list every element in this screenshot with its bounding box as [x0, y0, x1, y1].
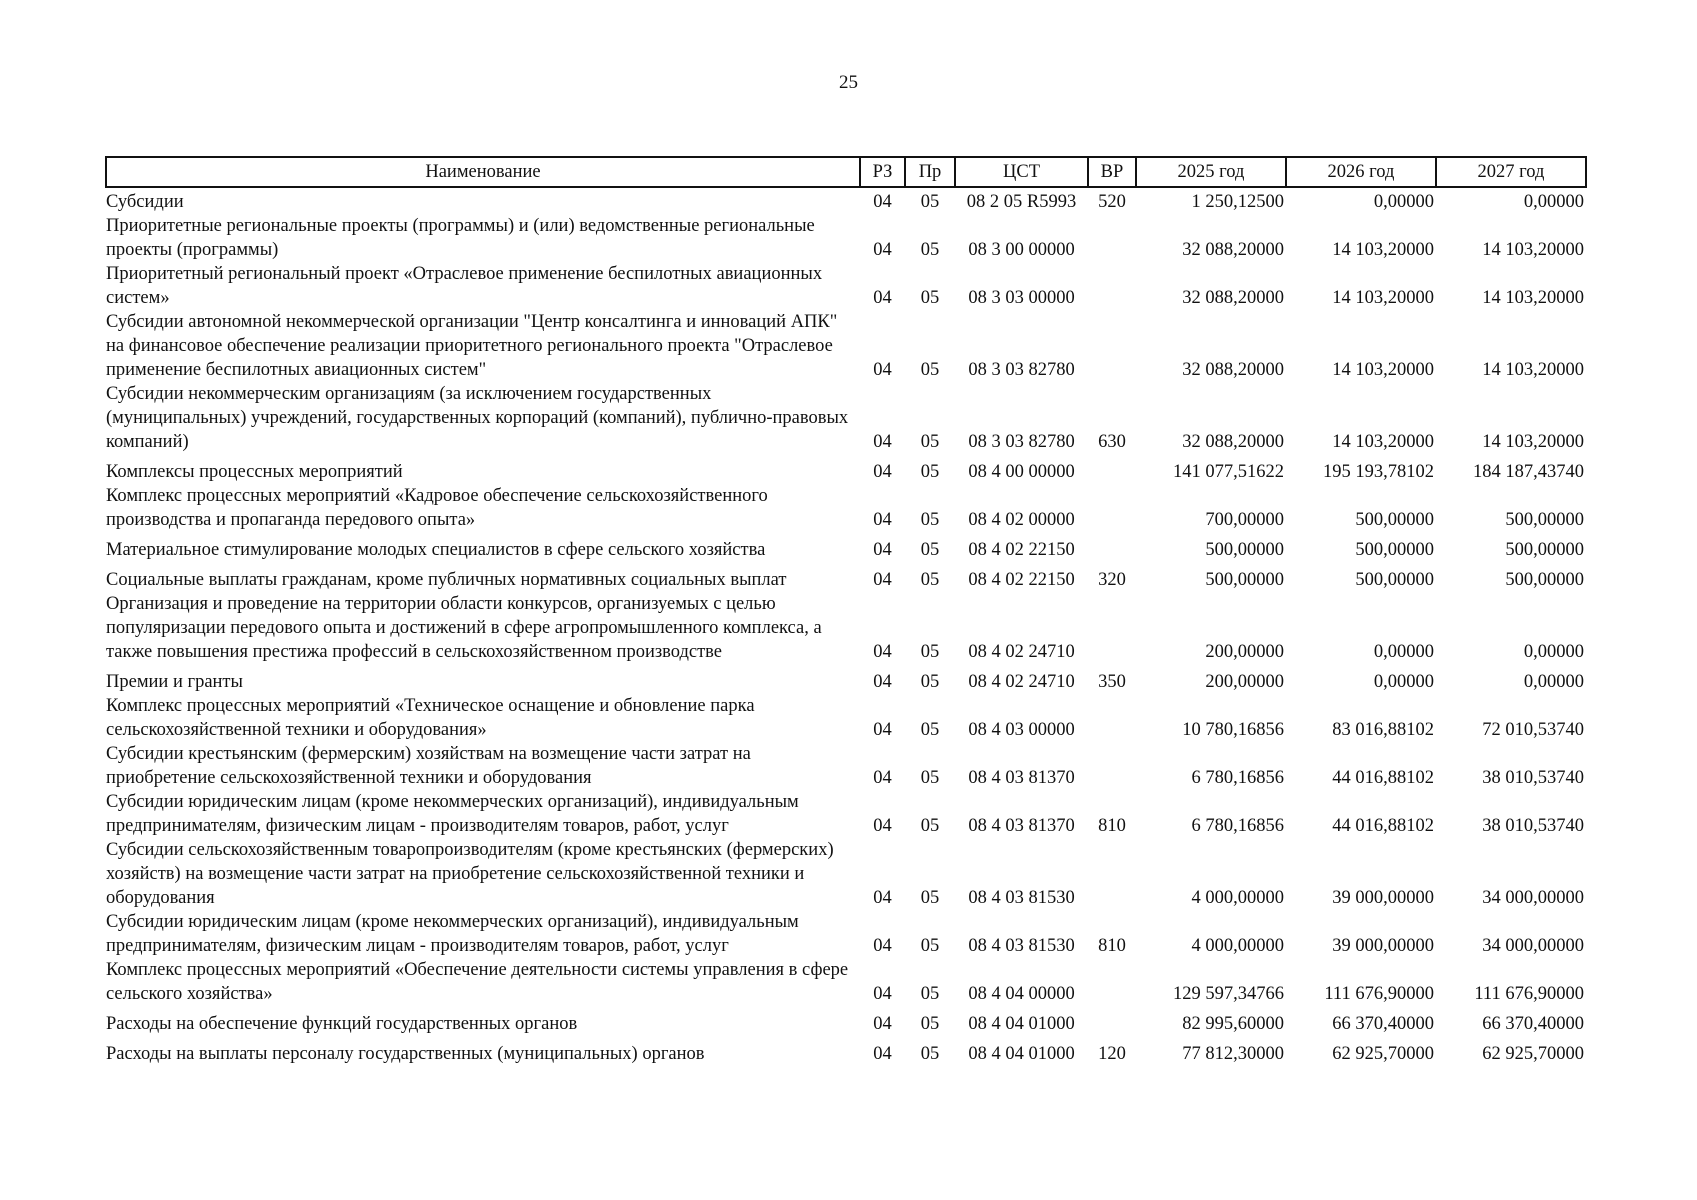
row-name: Субсидии юридическим лицам (кроме некоммерческих организаций), индивидуальным предпринимателям, физическим лицам - производителям товаров, работ, услуг	[106, 792, 799, 836]
row-name: Комплекс процессных мероприятий «Кадровое обеспечение сельскохозяйственного производства и пропаганда передового опыта»	[106, 486, 768, 530]
row-vr: 520	[1098, 192, 1126, 212]
table-row	[106, 958, 1586, 1006]
budget-table	[105, 156, 1587, 1066]
row-2025: 500,00000	[1205, 540, 1284, 560]
row-rz: 04	[873, 984, 892, 1004]
row-2026: 500,00000	[1355, 540, 1434, 560]
row-pr: 05	[920, 540, 940, 560]
row-name: Субсидии автономной некоммерческой организации "Центр консалтинга и инноваций АПК" на финансовое обеспечение реализации приоритетного регионального проекта "Отраслевое применение беспилотных авиационных систем"	[106, 312, 838, 380]
row-cst: 08 4 00 00000	[968, 462, 1075, 482]
table-row	[106, 790, 1586, 838]
row-2027: 500,00000	[1505, 540, 1584, 560]
row-vr	[1088, 262, 1136, 310]
row-2025: 1 250,12500	[1191, 192, 1284, 212]
table-row	[106, 694, 1586, 742]
row-name: Материальное стимулирование молодых специалистов в сфере сельского хозяйства	[106, 540, 766, 560]
row-2027: 500,00000	[1505, 510, 1584, 530]
row-cst: 08 4 04 01000	[968, 1044, 1075, 1064]
row-2026: 14 103,20000	[1332, 360, 1434, 380]
row-2025: 500,00000	[1205, 570, 1284, 590]
row-cst: 08 4 03 81530	[968, 936, 1075, 956]
row-rz: 04	[873, 240, 892, 260]
row-vr: 320	[1098, 570, 1126, 590]
row-vr	[1088, 484, 1136, 532]
row-2026: 500,00000	[1355, 570, 1434, 590]
row-2026: 14 103,20000	[1332, 240, 1434, 260]
row-rz: 04	[873, 462, 892, 482]
row-name: Организация и проведение на территории области конкурсов, организуемых с целью популяризации передового опыта и достижений в сфере агропромышленного комплекса, а также повышения престижа профессий в сельскохозяйственном производстве	[106, 594, 822, 662]
row-rz: 04	[873, 672, 892, 692]
row-2027: 34 000,00000	[1482, 936, 1584, 956]
row-2025: 82 995,60000	[1182, 1014, 1284, 1034]
row-2026: 0,00000	[1373, 672, 1434, 692]
row-pr: 05	[920, 360, 940, 380]
row-cst: 08 3 03 82780	[968, 360, 1075, 380]
row-vr: 810	[1098, 816, 1126, 836]
row-cst: 08 3 03 00000	[968, 288, 1075, 308]
row-2025: 129 597,34766	[1173, 984, 1284, 1004]
row-pr: 05	[920, 1044, 940, 1064]
row-2027: 0,00000	[1523, 672, 1584, 692]
table-row	[106, 664, 1586, 694]
table-row	[106, 562, 1586, 592]
row-2025: 10 780,16856	[1182, 720, 1284, 740]
row-name: Субсидии сельскохозяйственным товаропроизводителям (кроме крестьянских (фермерских) хозяйств) на возмещение части затрат на приобретение сельскохозяйственной техники и оборудования	[106, 840, 834, 908]
row-rz: 04	[873, 816, 892, 836]
table-row	[106, 742, 1586, 790]
row-2027: 14 103,20000	[1482, 288, 1584, 308]
row-2026: 0,00000	[1373, 192, 1434, 212]
row-pr: 05	[920, 240, 940, 260]
row-cst: 08 4 02 00000	[968, 510, 1075, 530]
row-2026: 39 000,00000	[1332, 936, 1434, 956]
row-2025: 200,00000	[1205, 672, 1284, 692]
row-pr: 05	[920, 432, 940, 452]
row-name: Субсидии крестьянским (фермерским) хозяйствам на возмещение части затрат на приобретение сельскохозяйственной техники и оборудования	[106, 744, 751, 788]
row-rz: 04	[873, 540, 892, 560]
row-pr: 05	[920, 768, 940, 788]
row-pr: 05	[920, 888, 940, 908]
row-2025: 32 088,20000	[1182, 360, 1284, 380]
row-cst: 08 4 03 00000	[968, 720, 1075, 740]
row-pr: 05	[920, 720, 940, 740]
row-2025: 32 088,20000	[1182, 240, 1284, 260]
row-vr	[1088, 214, 1136, 262]
header-name: Наименование	[106, 157, 860, 187]
row-2026: 66 370,40000	[1332, 1014, 1434, 1034]
table-row	[106, 484, 1586, 532]
row-2025: 4 000,00000	[1191, 936, 1284, 956]
row-name: Комплексы процессных мероприятий	[106, 462, 403, 482]
row-pr: 05	[920, 288, 940, 308]
row-2027: 14 103,20000	[1482, 432, 1584, 452]
row-vr: 810	[1098, 936, 1126, 956]
row-vr	[1088, 958, 1136, 1006]
row-2025: 6 780,16856	[1191, 768, 1284, 788]
row-2025: 32 088,20000	[1182, 432, 1284, 452]
header-row	[106, 157, 1586, 187]
row-rz: 04	[873, 888, 892, 908]
row-name: Субсидии	[106, 192, 184, 212]
row-cst: 08 4 03 81530	[968, 888, 1075, 908]
row-2025: 4 000,00000	[1191, 888, 1284, 908]
row-cst: 08 4 02 22150	[968, 540, 1075, 560]
header-pr: Пр	[905, 157, 955, 187]
row-cst: 08 4 04 01000	[968, 1014, 1075, 1034]
row-cst: 08 4 04 00000	[968, 984, 1075, 1004]
row-2026: 14 103,20000	[1332, 432, 1434, 452]
row-2026: 0,00000	[1373, 642, 1434, 662]
table-row	[106, 1006, 1586, 1036]
row-vr	[1088, 742, 1136, 790]
row-2027: 111 676,90000	[1474, 984, 1584, 1004]
row-2026: 83 016,88102	[1332, 720, 1434, 740]
row-2027: 0,00000	[1523, 192, 1584, 212]
row-vr	[1088, 592, 1136, 664]
row-vr: 120	[1098, 1044, 1126, 1064]
row-pr: 05	[920, 642, 940, 662]
row-name: Комплекс процессных мероприятий «Техническое оснащение и обновление парка сельскохозяйственной техники и оборудования»	[106, 696, 755, 740]
row-vr	[1088, 1006, 1136, 1036]
row-pr: 05	[920, 936, 940, 956]
row-2026: 500,00000	[1355, 510, 1434, 530]
page-number: 25	[839, 72, 858, 93]
row-2026: 44 016,88102	[1332, 816, 1434, 836]
row-vr	[1088, 454, 1136, 484]
row-name: Приоритетный региональный проект «Отраслевое применение беспилотных авиационных систем»	[106, 264, 823, 308]
table-row	[106, 187, 1586, 214]
row-2027: 184 187,43740	[1473, 462, 1584, 482]
row-2025: 141 077,51622	[1173, 462, 1284, 482]
row-2027: 34 000,00000	[1482, 888, 1584, 908]
row-2025: 77 812,30000	[1182, 1044, 1284, 1064]
row-vr	[1088, 838, 1136, 910]
row-name: Расходы на обеспечение функций государственных органов	[106, 1014, 578, 1034]
row-2026: 39 000,00000	[1332, 888, 1434, 908]
row-pr: 05	[920, 192, 940, 212]
row-2027: 38 010,53740	[1482, 816, 1584, 836]
row-pr: 05	[920, 1014, 940, 1034]
row-2025: 700,00000	[1205, 510, 1284, 530]
row-name: Приоритетные региональные проекты (программы) и (или) ведомственные региональные проекты (программы)	[106, 216, 815, 260]
row-2027: 38 010,53740	[1482, 768, 1584, 788]
header-2027: 2027 год	[1436, 157, 1586, 187]
row-pr: 05	[920, 984, 940, 1004]
row-rz: 04	[873, 192, 892, 212]
row-rz: 04	[873, 720, 892, 740]
table-row	[106, 1036, 1586, 1066]
row-vr: 630	[1098, 432, 1126, 452]
table-row	[106, 382, 1586, 454]
header-vr: ВР	[1088, 157, 1136, 187]
header-rz: РЗ	[860, 157, 905, 187]
row-rz: 04	[873, 936, 892, 956]
row-2027: 500,00000	[1505, 570, 1584, 590]
row-2027: 62 925,70000	[1482, 1044, 1584, 1064]
table-row	[106, 214, 1586, 262]
header-2026: 2026 год	[1286, 157, 1436, 187]
table-row	[106, 262, 1586, 310]
row-pr: 05	[920, 462, 940, 482]
table-row	[106, 838, 1586, 910]
row-2027: 14 103,20000	[1482, 360, 1584, 380]
row-cst: 08 3 00 00000	[968, 240, 1075, 260]
table-row	[106, 592, 1586, 664]
row-cst: 08 3 03 82780	[968, 432, 1075, 452]
table-header	[106, 157, 1586, 187]
row-cst: 08 4 02 24710	[968, 672, 1075, 692]
row-rz: 04	[873, 570, 892, 590]
row-rz: 04	[873, 642, 892, 662]
header-2025: 2025 год	[1136, 157, 1286, 187]
row-name: Субсидии некоммерческим организациям (за исключением государственных (муниципальных) учреждений, государственных корпораций (компаний), публично-правовых компаний)	[106, 384, 849, 452]
row-rz: 04	[873, 288, 892, 308]
row-name: Субсидии юридическим лицам (кроме некоммерческих организаций), индивидуальным предпринимателям, физическим лицам - производителям товаров, работ, услуг	[106, 912, 799, 956]
row-2027: 72 010,53740	[1482, 720, 1584, 740]
row-pr: 05	[920, 510, 940, 530]
row-name: Комплекс процессных мероприятий «Обеспечение деятельности системы управления в сфере сельского хозяйства»	[106, 960, 849, 1004]
row-vr	[1088, 694, 1136, 742]
row-cst: 08 4 03 81370	[968, 768, 1075, 788]
row-name: Премии и гранты	[106, 672, 243, 692]
row-vr: 350	[1098, 672, 1126, 692]
row-pr: 05	[920, 816, 940, 836]
row-2025: 6 780,16856	[1191, 816, 1284, 836]
row-2026: 195 193,78102	[1323, 462, 1434, 482]
row-rz: 04	[873, 768, 892, 788]
row-2026: 44 016,88102	[1332, 768, 1434, 788]
row-pr: 05	[920, 672, 940, 692]
row-2026: 62 925,70000	[1332, 1044, 1434, 1064]
row-cst: 08 4 02 24710	[968, 642, 1075, 662]
row-cst: 08 2 05 R5993	[966, 192, 1077, 212]
row-rz: 04	[873, 1044, 892, 1064]
row-rz: 04	[873, 432, 892, 452]
row-cst: 08 4 02 22150	[968, 570, 1075, 590]
row-2025: 32 088,20000	[1182, 288, 1284, 308]
row-2027: 14 103,20000	[1482, 240, 1584, 260]
row-rz: 04	[873, 1014, 892, 1034]
row-2027: 66 370,40000	[1482, 1014, 1584, 1034]
row-pr: 05	[920, 570, 940, 590]
row-vr	[1088, 532, 1136, 562]
table-body	[106, 187, 1586, 1066]
row-name: Социальные выплаты гражданам, кроме публичных нормативных социальных выплат	[106, 570, 787, 590]
row-name: Расходы на выплаты персоналу государственных (муниципальных) органов	[106, 1044, 705, 1064]
row-vr	[1088, 310, 1136, 382]
row-2025: 200,00000	[1205, 642, 1284, 662]
row-2026: 14 103,20000	[1332, 288, 1434, 308]
table-row	[106, 310, 1586, 382]
row-rz: 04	[873, 360, 892, 380]
row-cst: 08 4 03 81370	[968, 816, 1075, 836]
row-2027: 0,00000	[1523, 642, 1584, 662]
row-rz: 04	[873, 510, 892, 530]
table-row	[106, 454, 1586, 484]
header-cst: ЦСТ	[955, 157, 1088, 187]
row-2026: 111 676,90000	[1324, 984, 1434, 1004]
table-row	[106, 910, 1586, 958]
table-row	[106, 532, 1586, 562]
